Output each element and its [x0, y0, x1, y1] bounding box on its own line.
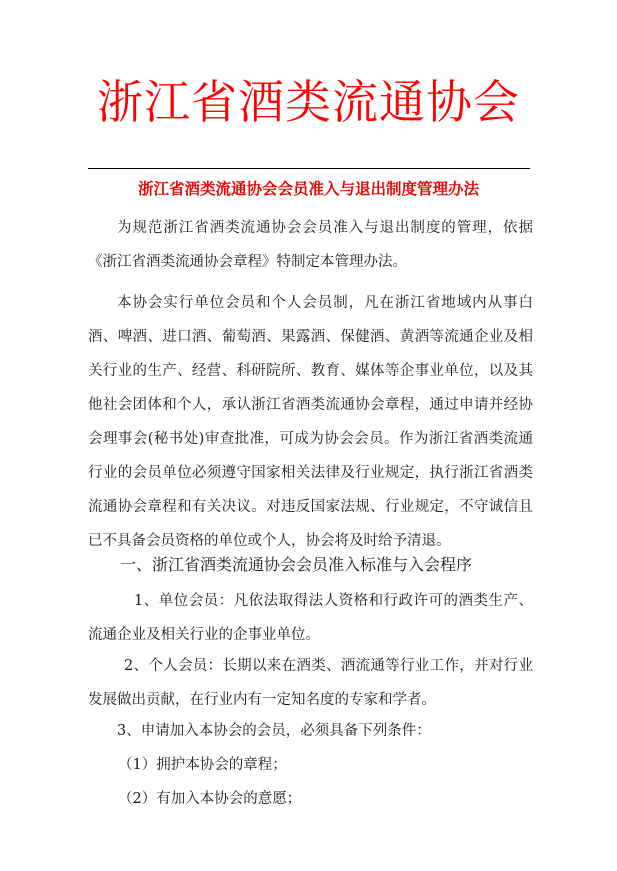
header-divider	[88, 168, 530, 169]
document-title: 浙江省酒类流通协会会员准入与退出制度管理办法	[137, 179, 479, 198]
intro-paragraph: 为规范浙江省酒类流通协会会员准入与退出制度的管理，依据《浙江省酒类流通协会章程》特制定本管理办法。	[88, 220, 533, 270]
list-item-unit-member: 1、单位会员：凡依法取得法人资格和行政许可的酒类生产、流通企业及相关行业的企事业单位。	[88, 593, 533, 643]
list-item-requirements: 3、申请加入本协会的会员，必须具备下列条件：	[117, 723, 431, 739]
list-item-individual-member: 2、个人会员：长期以来在酒类、酒流通等行业工作，并对行业发展做出贡献，在行业内有一定知名度的专家和学者。	[88, 658, 533, 708]
organization-title: 浙江省酒类流通协会	[97, 75, 520, 129]
condition-item-2: （2）有加入本协会的意愿；	[118, 791, 302, 807]
membership-paragraph: 本协会实行单位会员和个人会员制，凡在浙江省地域内从事白酒、啤酒、进口酒、葡萄酒、果露酒、保健酒、黄酒等流通企业及相关行业的生产、经营、科研院所、教育、媒体等企事业单位，以及其他社会团体和个人，承认浙江省酒类流通协会章程，通过申请并经协会理事会(秘书处)审查批准，可成为协会会员。作为浙江省酒类流通行业的会员单位必须遵守国家相关法律及行业规定，执行浙江省酒类流通协会章程和有关决议。对违反国家法规、行业规定，不守诚信且已不具备会员资格的单位或个人，协会将及时给予清退。	[88, 295, 533, 549]
condition-item-1: （1）拥护本协会的章程；	[118, 757, 287, 773]
section-heading-admission: 一、浙江省酒类流通协会会员准入标准与入会程序	[120, 555, 473, 574]
